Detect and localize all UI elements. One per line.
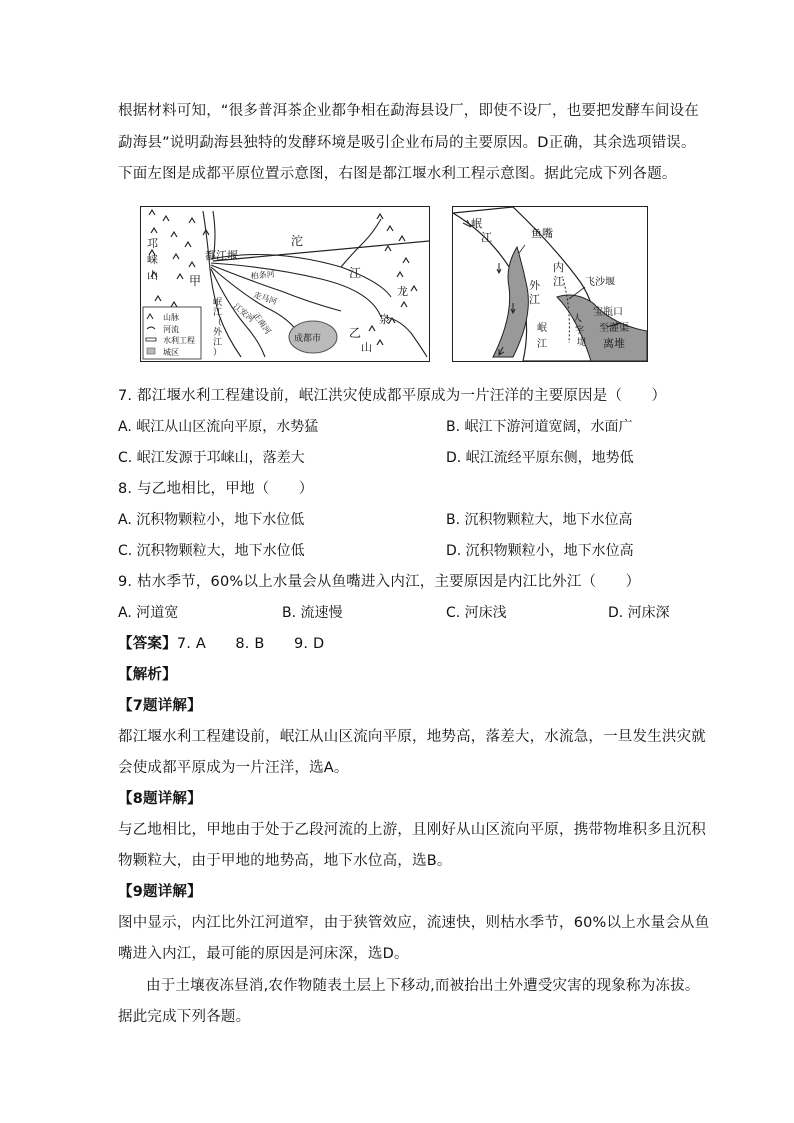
question-8-option-c: C. 沉积物颗粒大，地下水位低 — [118, 543, 305, 559]
zhengnan-river-label: 正南河 — [251, 310, 273, 336]
baopingkou-label: 宝瓶口 — [593, 307, 623, 318]
detail-7-line-1: 都江堰水利工程建设前，岷江从山区流向平原，地势高，落差大，水流急，一旦发生洪灾就 — [118, 729, 706, 745]
intro-line-1: 根据材料可知，“很多普洱茶企业都争相在勐海县设厂，即使不设厂，也要把发酵车间设在 — [118, 103, 700, 119]
shan-label: 山 — [361, 341, 372, 354]
question-9-option-a: A. 河道宽 — [118, 605, 179, 621]
detail-8-line-1: 与乙地相比，甲地由于处于乙段河流的上游，且刚好从山区流向平原，携带物堆积多且沉积 — [118, 822, 706, 838]
minjiang-bottom-2: 江 — [537, 339, 547, 350]
question-8-option-b: B. 沉积物颗粒大，地下水位高 — [446, 512, 633, 528]
final-line-1: 由于土壤夜冻昼消,农作物随表土层上下移动,而被抬出土外遭受灾害的现象称为冻拔。 — [146, 978, 700, 994]
analysis-tag: 【解析】 — [118, 667, 177, 683]
detail-9-line-2: 嘴进入内江，最可能的原因是河床深，选D。 — [118, 946, 409, 962]
waijiang-2: 江 — [529, 293, 540, 306]
question-9-option-d: D. 河床深 — [608, 605, 670, 621]
dujiangyan-label: 都江堰 — [205, 249, 238, 262]
tuo-label: 沱 — [291, 234, 304, 248]
minjiang-bottom-1: 岷 — [537, 323, 547, 334]
chengdu-label: 成都市 — [294, 334, 322, 344]
minjiang-char-1: 岷 — [213, 298, 223, 308]
legend-mountain: 山脉 — [163, 313, 179, 322]
map-legend — [143, 307, 201, 359]
question-7-option-a: A. 岷江从山区流向平原，水势猛 — [118, 419, 319, 435]
waijiang-1: 外 — [529, 279, 540, 292]
neijiang-2: 江 — [553, 275, 564, 288]
minjiang-char-6: ） — [213, 348, 223, 358]
legend-project: 水利工程 — [163, 336, 195, 345]
lidui-label: 离堆 — [603, 337, 625, 350]
baitiao-river-label: 柏条河 — [250, 269, 276, 281]
minjiang-char-4: 外 — [213, 328, 223, 338]
answer-values: 7. A 8. B 9. D — [176, 636, 325, 652]
zhiguanqu-label: 至灌渠 — [599, 323, 629, 334]
question-7-option-b: B. 岷江下游河道宽阔，水面广 — [446, 419, 633, 435]
chengdu-plain-map — [140, 206, 430, 362]
question-8-stem: 8. 与乙地相比，甲地（ ） — [118, 481, 314, 497]
connector-line — [213, 241, 429, 261]
dujiangyan-project-map — [452, 206, 648, 362]
qionglai-label-3: 山 — [147, 269, 158, 282]
zouma-river-label: 走马河 — [252, 290, 278, 307]
minjiang-char-5: 江 — [213, 338, 223, 348]
jiang-label: 江 — [349, 266, 362, 280]
question-7-option-c: C. 岷江发源于邛崃山，落差大 — [118, 450, 305, 466]
qionglai-label-2: 崃 — [147, 253, 158, 266]
question-9-option-b: B. 流速慢 — [282, 605, 343, 621]
minjiang-char-2: 江 — [213, 308, 223, 318]
quan-label: 泉 — [379, 313, 390, 326]
intro-paragraph-2: 下面左图是成都平原位置示意图，右图是都江堰水利工程示意图。据此完成下列各题。 — [118, 166, 677, 182]
jiangan-river-label: 江安河 — [231, 301, 256, 324]
detail-9-tag: 【9题详解】 — [118, 884, 202, 900]
feishayan-label: 飞沙堰 — [585, 277, 615, 288]
question-9-stem: 9. 枯水季节，60%以上水量会从鱼嘴进入内江，主要原因是内江比外江（ ） — [118, 574, 641, 590]
answer-line — [118, 634, 324, 654]
yuzui-label: 鱼嘴 — [531, 227, 553, 240]
question-9-option-c: C. 河床浅 — [446, 605, 507, 621]
detail-7-tag: 【7题详解】 — [118, 698, 202, 714]
jia-label: 甲 — [189, 274, 202, 288]
detail-8-tag: 【8题详解】 — [118, 791, 202, 807]
renzidi-1: 人 — [573, 314, 583, 324]
detail-9-line-1: 图中显示，内江比外江河道窄，由于狭管效应，流速快，则枯水季节，60%以上水量会从鱼 — [118, 915, 710, 931]
intro-line-2: 勐海县”说明勐海县独特的发酵环境是吸引企业布局的主要原因。D正确，其余选项错误。 — [118, 135, 696, 151]
qionglai-label-1: 邛 — [147, 237, 158, 250]
renzidi-2: 字 — [575, 326, 585, 336]
yi-label: 乙 — [349, 326, 362, 340]
minjiang-char-3: （ — [213, 318, 223, 328]
detail-8-line-2: 物颗粒大，由于甲地的地势高，地下水位高，选B。 — [118, 853, 452, 869]
legend-urban: 城区 — [163, 348, 179, 357]
question-7-option-d: D. 岷江流经平原东侧，地势低 — [446, 450, 634, 466]
detail-7-line-2: 会使成都平原成为一片汪洋，选A。 — [118, 760, 349, 776]
legend-river: 河流 — [163, 325, 179, 334]
question-8-option-a: A. 沉积物颗粒小，地下水位低 — [118, 512, 305, 528]
answer-tag: 【答案】 — [118, 636, 177, 652]
question-7-stem: 7. 都江堰水利工程建设前，岷江洪灾使成都平原成为一片汪洋的主要原因是（ ） — [118, 388, 667, 404]
question-8-option-d: D. 沉积物颗粒小，地下水位高 — [446, 543, 634, 559]
minjiang-top-1: 岷 — [471, 217, 482, 230]
minjiang-top-2: 江 — [481, 231, 492, 244]
final-line-2: 据此完成下列各题。 — [118, 1009, 251, 1025]
renzidi-3: 堤 — [577, 338, 587, 348]
long-label: 龙 — [397, 285, 408, 298]
neijiang-1: 内 — [553, 261, 564, 274]
